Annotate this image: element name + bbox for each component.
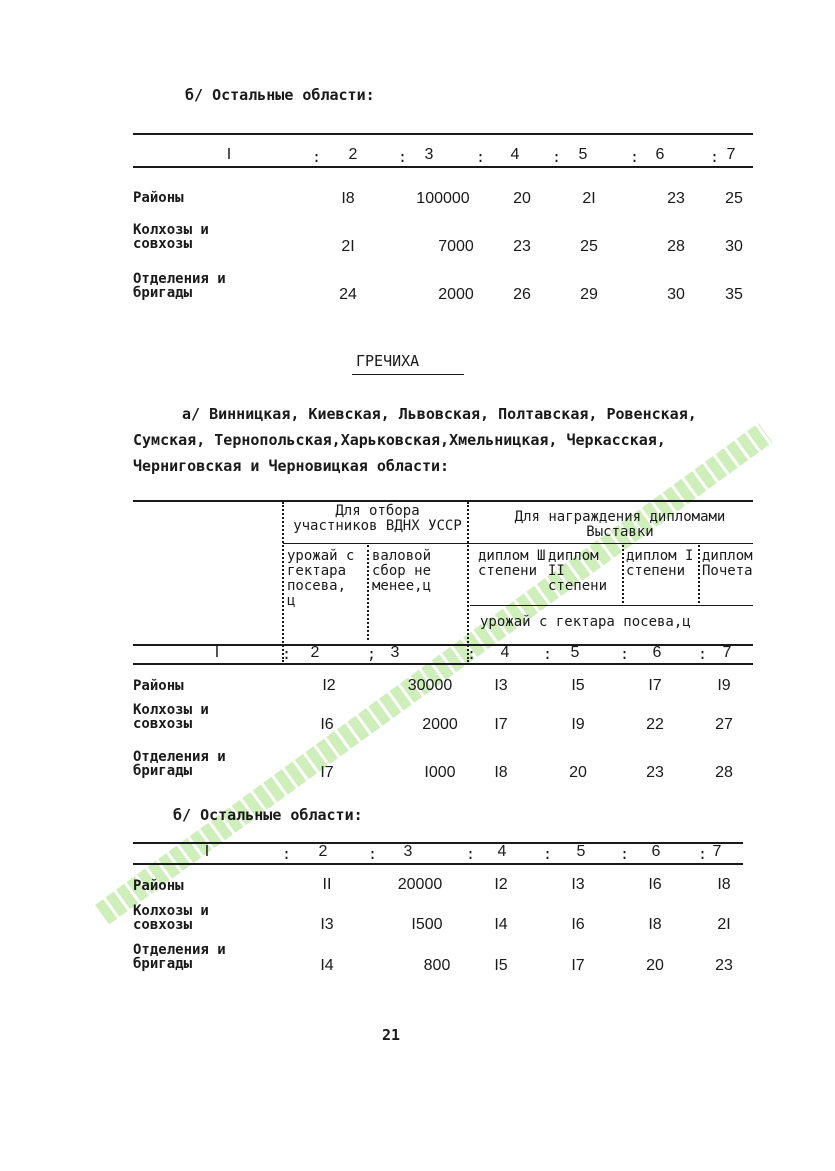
table2-sub-gross: валовой сбор не менее,ц bbox=[372, 548, 432, 594]
table1-row-label: Отделения и бригады bbox=[133, 271, 226, 301]
table2-cell: I7 bbox=[320, 764, 334, 781]
table2-sub-yield: урожай с гектара посева, ц bbox=[287, 548, 355, 609]
table2-col-1: I bbox=[214, 644, 220, 661]
table2-col-7: 7 bbox=[722, 644, 732, 661]
table3-cell: 800 bbox=[423, 957, 451, 974]
table1-cell: I8 bbox=[341, 190, 355, 207]
table1-col-1: I bbox=[226, 146, 232, 163]
table3-cell: I4 bbox=[494, 916, 508, 933]
table1-row-label: Районы bbox=[133, 190, 184, 206]
table3-cell: I3 bbox=[320, 916, 334, 933]
table3-cell: I5 bbox=[494, 957, 508, 974]
table2-row-label: Отделения и бригады bbox=[133, 749, 226, 779]
section-a-line2: Сумская, Тернопольская,Харьковская,Хмельницкая, Черкасская, bbox=[133, 431, 666, 449]
table3-col-5: 5 bbox=[576, 843, 586, 860]
table2-col-3: 3 bbox=[390, 644, 400, 661]
table2-cell: I3 bbox=[494, 677, 508, 694]
table3-cell: I4 bbox=[320, 957, 334, 974]
table3-cell: I3 bbox=[571, 876, 585, 893]
table1-col-7: 7 bbox=[726, 146, 736, 163]
table1-cell: 2000 bbox=[438, 286, 474, 303]
table2-cell: I6 bbox=[320, 716, 334, 733]
section-b1-heading: б/ Остальные области: bbox=[185, 86, 375, 104]
table3-cell: I500 bbox=[411, 916, 443, 933]
table3-col-4: 4 bbox=[497, 843, 507, 860]
table2-row-label: Районы bbox=[133, 678, 184, 694]
table1-cell: 23 bbox=[513, 238, 531, 255]
table1-col-2: 2 bbox=[348, 146, 358, 163]
table2-header-awards: Для награждения дипломами Выставки bbox=[514, 509, 726, 540]
table2-col-6: 6 bbox=[652, 644, 662, 661]
table1-cell: 30 bbox=[725, 238, 743, 255]
table2-sub-dip1: диплом I степени bbox=[626, 548, 694, 579]
section-b2-heading: б/ Остальные области: bbox=[173, 806, 363, 824]
table1-cell: 26 bbox=[513, 286, 531, 303]
table3-col-1: I bbox=[204, 843, 210, 860]
table1-col-6: 6 bbox=[655, 146, 665, 163]
table2-sub-dip3: диплом Ш степени bbox=[478, 548, 546, 579]
table3-col-7: 7 bbox=[712, 843, 722, 860]
table3-cell: 23 bbox=[715, 957, 733, 974]
table1-row-label: Колхозы и совхозы bbox=[133, 222, 209, 252]
table2-sub-yield-shared: урожай с гектара посева,ц bbox=[480, 614, 691, 630]
table3-cell: I8 bbox=[648, 916, 662, 933]
table1-cell: 35 bbox=[725, 286, 743, 303]
table2-row-label: Колхозы и совхозы bbox=[133, 702, 209, 732]
table2-cell: I000 bbox=[424, 764, 456, 781]
table1-cell: 23 bbox=[667, 190, 685, 207]
table2-col-4: 4 bbox=[500, 644, 510, 661]
table3-cell: I8 bbox=[717, 876, 731, 893]
table1-cell: 29 bbox=[580, 286, 598, 303]
table2-cell: I9 bbox=[571, 716, 585, 733]
table1-cell: 2I bbox=[582, 190, 596, 207]
table2-col-2: 2 bbox=[310, 644, 320, 661]
table3-col-2: 2 bbox=[318, 843, 328, 860]
table3-row-label: Отделения и бригады bbox=[133, 942, 226, 972]
table2-cell: I5 bbox=[571, 677, 585, 694]
table1-cell: 28 bbox=[667, 238, 685, 255]
table1-cell: 25 bbox=[725, 190, 743, 207]
table1-cell: 100000 bbox=[416, 190, 470, 207]
crop-title: ГРЕЧИХА bbox=[356, 352, 420, 370]
table1-col-3: 3 bbox=[424, 146, 434, 163]
table1-cell: 24 bbox=[339, 286, 357, 303]
table2-col-5: 5 bbox=[570, 644, 580, 661]
table3-cell: II bbox=[322, 876, 332, 893]
table2-cell: 23 bbox=[646, 764, 664, 781]
table3-cell: I2 bbox=[494, 876, 508, 893]
table3-row-label: Районы bbox=[133, 878, 184, 894]
table2-cell: I7 bbox=[494, 716, 508, 733]
table1-col-5: 5 bbox=[578, 146, 588, 163]
table2-cell: I2 bbox=[322, 677, 336, 694]
table1-cell: 20 bbox=[513, 190, 531, 207]
table2-header-selection: Для отбора участников ВДНХ УССР bbox=[293, 503, 462, 534]
table2-cell: 22 bbox=[646, 716, 664, 733]
table3-col-6: 6 bbox=[651, 843, 661, 860]
page-number: 21 bbox=[382, 1026, 401, 1044]
table2-sub-dip2: диплом II степени bbox=[548, 548, 608, 594]
table2-sub-honor: диплом Почета bbox=[702, 548, 753, 579]
table3-cell: I6 bbox=[648, 876, 662, 893]
table3-cell: I6 bbox=[571, 916, 585, 933]
table1-col-4: 4 bbox=[510, 146, 520, 163]
table1-cell: 25 bbox=[580, 238, 598, 255]
table1-cell: 2I bbox=[341, 238, 355, 255]
table2-cell: 2000 bbox=[422, 716, 458, 733]
table3-cell: 20 bbox=[646, 957, 664, 974]
table2-cell: I9 bbox=[717, 677, 731, 694]
table1-cell: 7000 bbox=[438, 238, 474, 255]
section-a-line3: Черниговская и Черновицкая области: bbox=[133, 457, 450, 475]
section-a-line1: а/ Винницкая, Киевская, Львовская, Полтавская, Ровенская, bbox=[182, 405, 697, 423]
table3-cell: I7 bbox=[571, 957, 585, 974]
table2-cell: 28 bbox=[715, 764, 733, 781]
table1-cell: 30 bbox=[667, 286, 685, 303]
table3-cell: 20000 bbox=[397, 876, 443, 893]
table3-cell: 2I bbox=[717, 916, 731, 933]
table2-cell: I7 bbox=[648, 677, 662, 694]
table2-cell: I8 bbox=[494, 764, 508, 781]
table3-row-label: Колхозы и совхозы bbox=[133, 903, 209, 933]
table2-cell: 20 bbox=[569, 764, 587, 781]
table2-cell: 30000 bbox=[407, 677, 453, 694]
table3-col-3: 3 bbox=[403, 843, 413, 860]
table2-cell: 27 bbox=[715, 716, 733, 733]
